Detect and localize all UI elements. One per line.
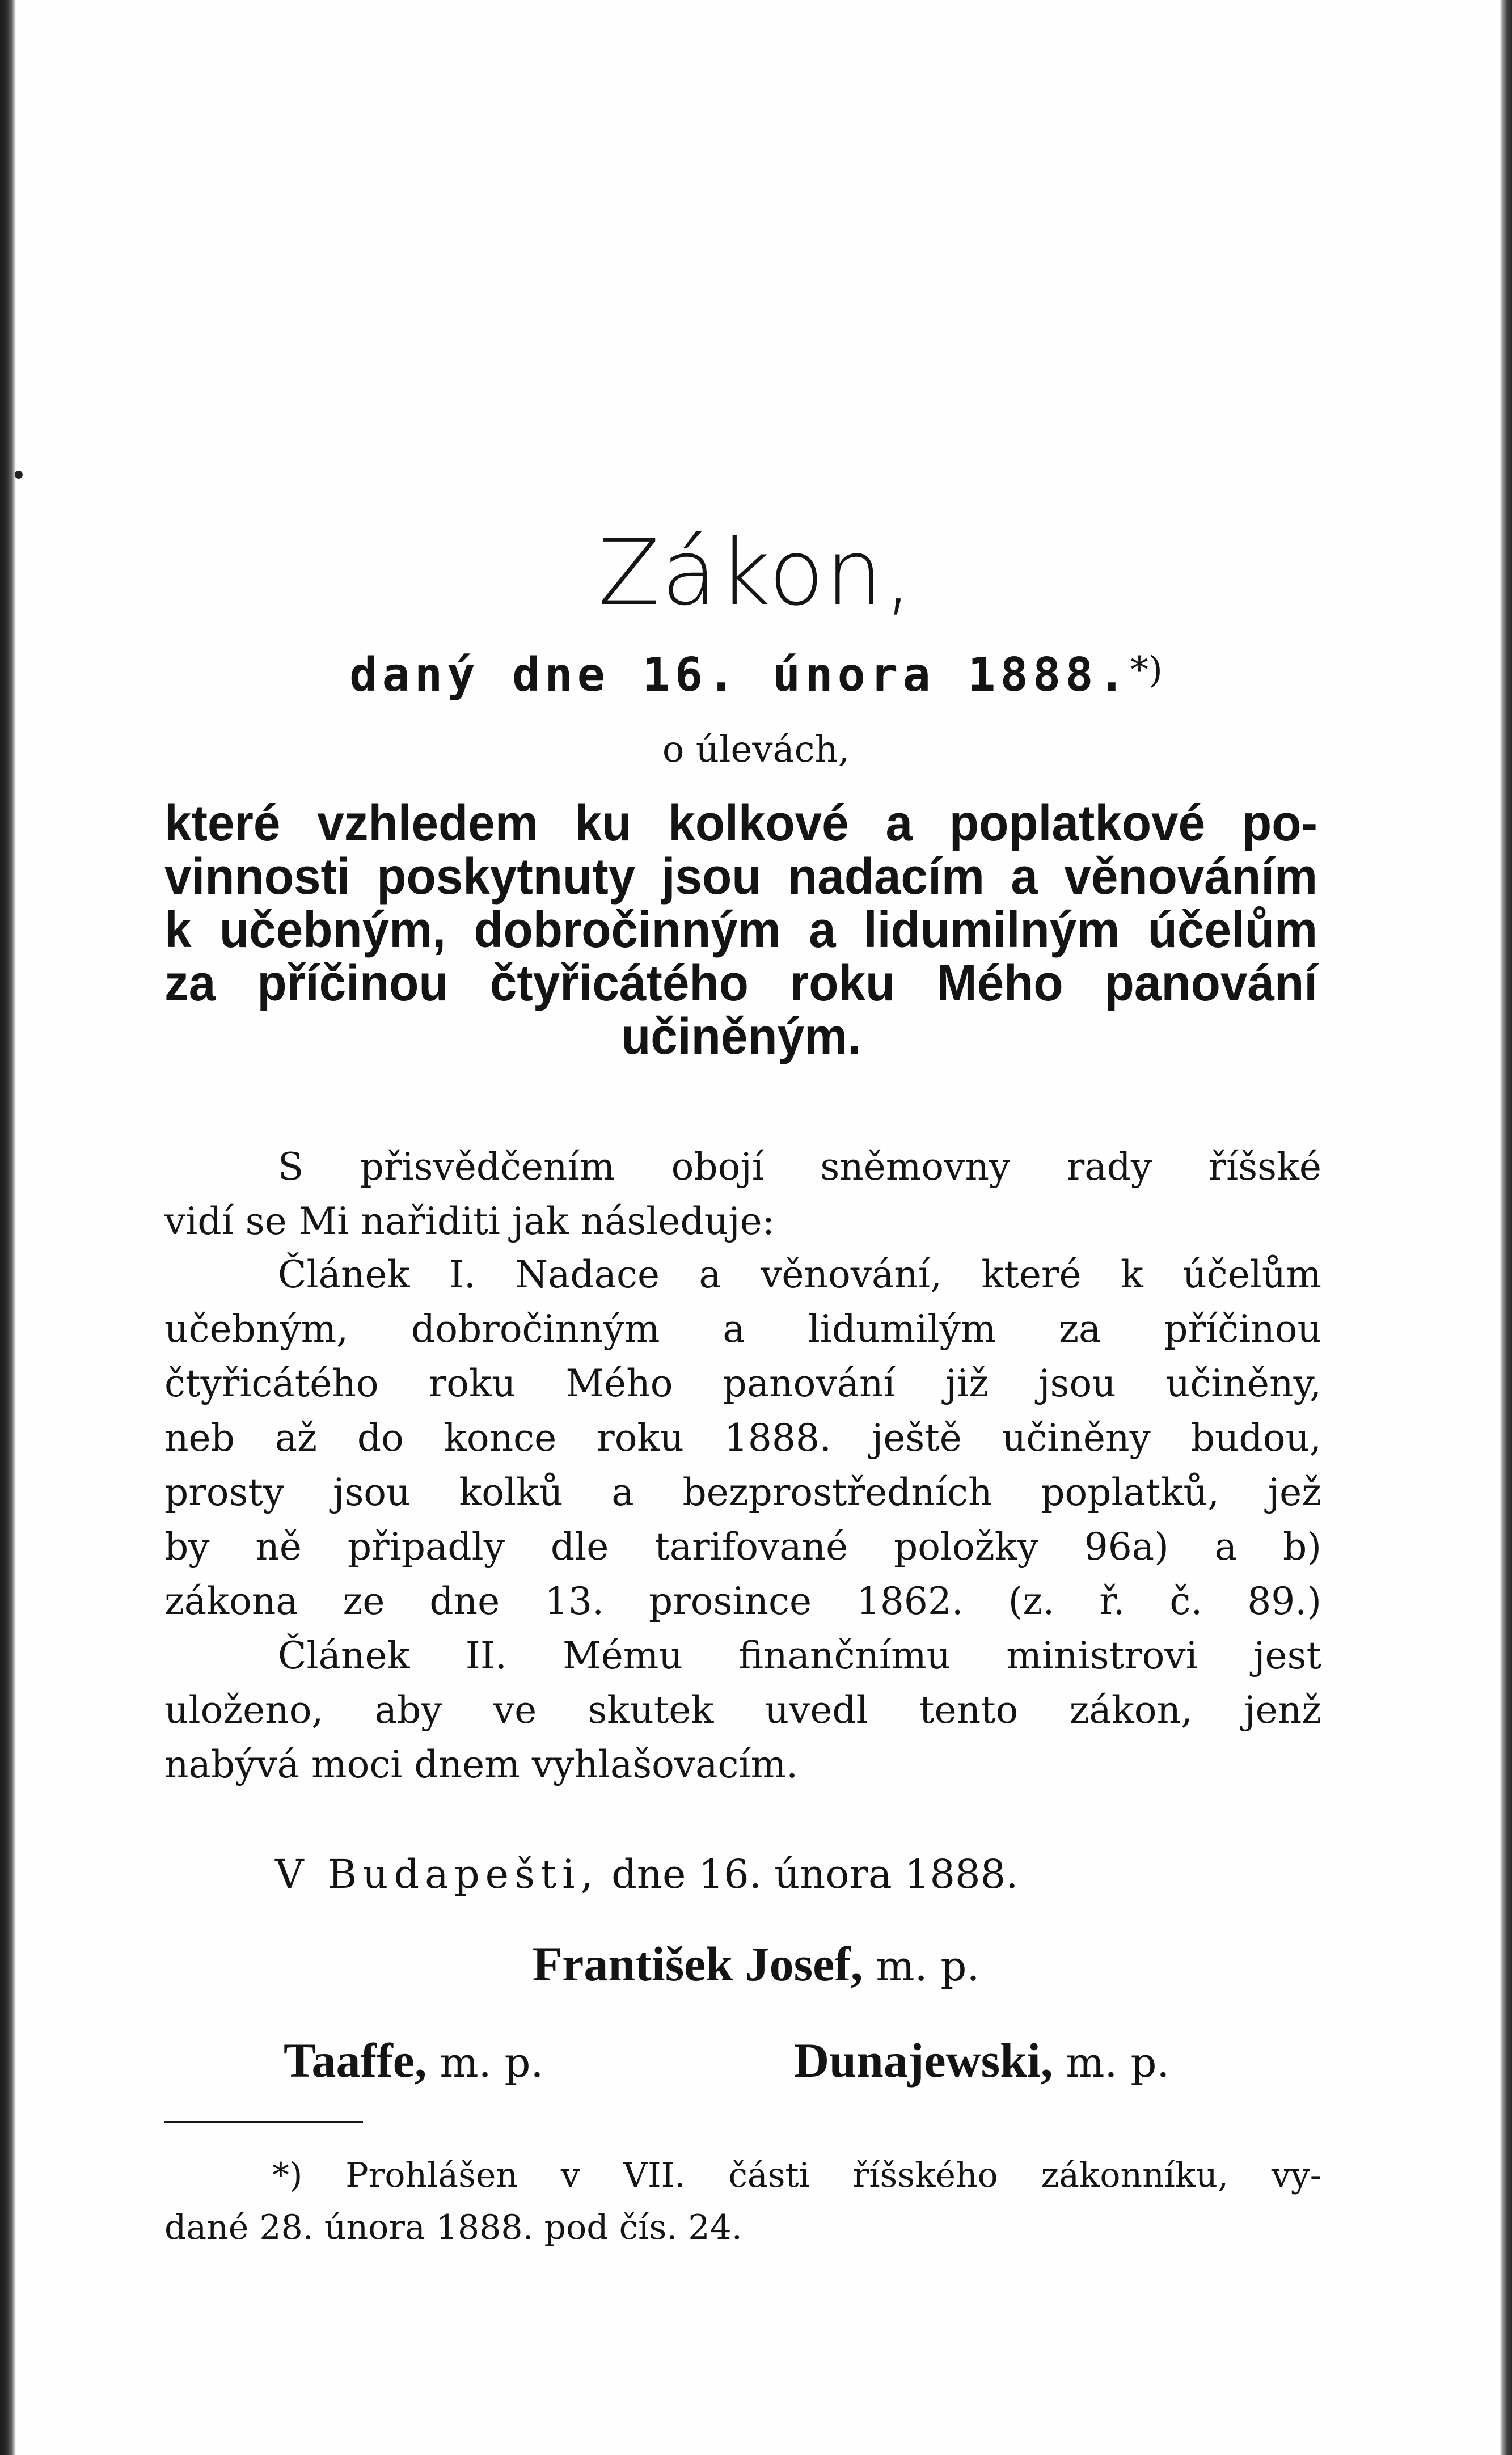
body-line: vidí se Mi nařiditi jak následuje:	[164, 1199, 775, 1243]
footnote-divider	[164, 2121, 363, 2123]
heading-line: vinnosti poskytnuty jsou nadacím a věnováním	[164, 848, 1317, 905]
law-articles	[164, 1248, 1321, 1792]
heading-line: které vzhledem ku kolkové a poplatkové po-	[164, 795, 1317, 852]
article-line: by ně připadly dle tarifované položky 96a) a b)	[164, 1525, 1321, 1569]
article-line: neb až do konce roku 1888. ještě učiněny budou,	[164, 1416, 1321, 1460]
place-label: V Budapešti,	[275, 1851, 599, 1898]
signature-taaffe	[284, 2033, 544, 2088]
signature-dunajewski	[794, 2033, 1170, 2088]
law-subject-intro: o úlevách,	[662, 729, 850, 771]
signature-emperor	[0, 1937, 1512, 1991]
signatory-name: František Josef,	[532, 1937, 863, 1991]
law-date-text: daný dne 16. února 1888.	[349, 648, 1130, 702]
ministers-signatures	[0, 2033, 1512, 2093]
article-line: prosty jsou kolků a bezprostředních poplatků, jež	[164, 1471, 1321, 1514]
enacting-clause	[164, 1140, 1321, 1249]
signatory-suffix: m. p.	[440, 2039, 544, 2086]
article-line: nabývá moci dnem vyhlašovacím.	[164, 1743, 799, 1786]
article-line: čtyřicátého roku Mého panování již jsou učiněny,	[164, 1362, 1321, 1405]
law-subject-heading	[164, 795, 1317, 1065]
footnote	[164, 2149, 1321, 2254]
article-line: Článek I. Nadace a věnování, které k účelům	[278, 1253, 1321, 1296]
heading-line: učiněným.	[621, 1008, 861, 1065]
law-date-subtitle	[0, 648, 1512, 702]
footnote-line: dané 28. února 1888. pod čís. 24.	[164, 2208, 742, 2247]
article-line: učebným, dobročinným a lidumilým za příčinou	[164, 1307, 1321, 1351]
signatory-name: Dunajewski,	[794, 2033, 1053, 2088]
article-line: uloženo, aby ve skutek uvedl tento zákon, jenž	[164, 1688, 1321, 1732]
date-text: dne 16. února 1888.	[611, 1851, 1019, 1898]
place-and-date	[275, 1851, 1019, 1898]
body-line: S přisvědčením obojí sněmovny rady říšské	[278, 1145, 1321, 1189]
heading-line: k učebným, dobročinným a lidumilným účelům	[164, 902, 1317, 958]
signatory-suffix: m. p.	[1066, 2039, 1170, 2086]
law-title: Zákon,	[598, 519, 914, 626]
signatory-name: Taaffe,	[284, 2033, 427, 2088]
scan-speck	[15, 471, 23, 479]
article-line: Článek II. Mému finančnímu ministrovi jest	[278, 1634, 1321, 1677]
signatory-suffix: m. p.	[876, 1942, 980, 1990]
footnote-line: *) Prohlášen v VII. části říšského zákonníku, vy-	[272, 2156, 1321, 2195]
footnote-marker: *)	[1130, 649, 1163, 691]
heading-line: za příčinou čtyřicátého roku Mého panování	[164, 955, 1317, 1012]
article-line: zákona ze dne 13. prosince 1862. (z. ř. č. 89.)	[164, 1579, 1321, 1623]
